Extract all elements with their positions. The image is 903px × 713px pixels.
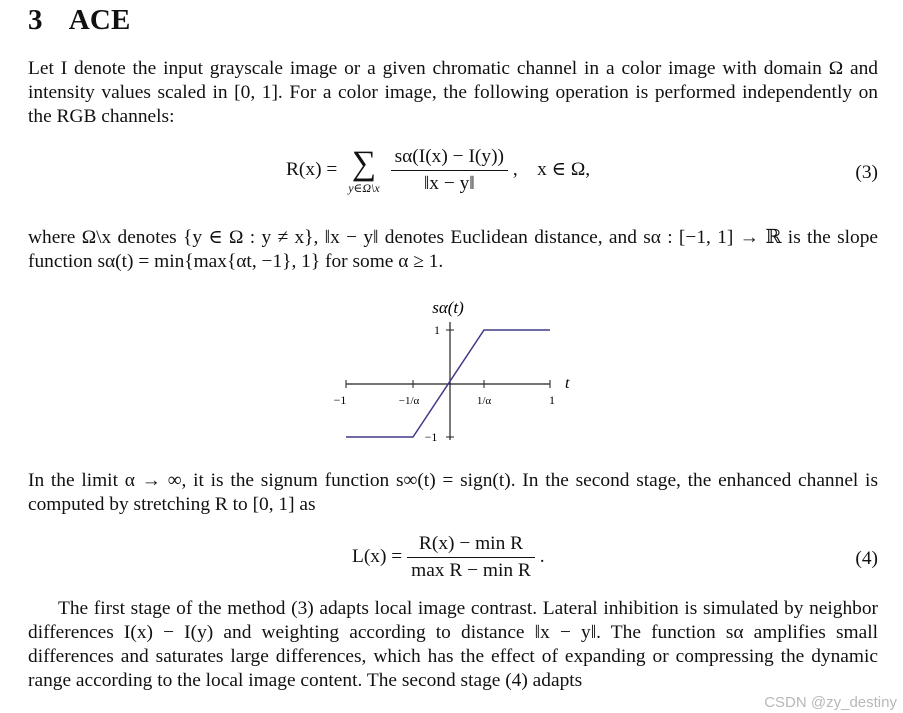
equation-4-number: (4) xyxy=(855,548,878,569)
eq3-numerator: sα(I(x) − I(y)) xyxy=(391,146,508,171)
section-number: 3 xyxy=(28,4,43,36)
eq3-tail: , x ∈ Ω, xyxy=(512,158,591,180)
eq3-lhs: R(x) = xyxy=(286,158,338,180)
eq4-tail: . xyxy=(539,545,545,567)
y-tick-label-1: 1 xyxy=(434,323,440,337)
paragraph-explanation: The first stage of the method (3) adapts local image contrast. Lateral inhibition is simulated by neighbor differences I(x) − I(y) and weighting according to distance ‖x − y‖. The function sα amplifies small differences and saturates large differences, which has the effect of expanding or compressing the dynamic range according to the local image content. The second stage (4) adapts xyxy=(28,598,878,691)
x-tick-label-neg1: −1 xyxy=(333,393,347,407)
eq4-lhs: L(x) = xyxy=(352,545,403,567)
eq4-denominator: max R − min R xyxy=(411,560,531,581)
equation-3-number: (3) xyxy=(855,162,878,183)
x-tick-label-neg-inv-alpha: −1/α xyxy=(398,395,420,407)
eq4-fraction xyxy=(407,533,535,582)
watermark: CSDN @zy_destiny xyxy=(764,694,897,711)
paragraph-limit: In the limit α → ∞, it is the signum function s∞(t) = sign(t). In the second stage, the enhanced channel is computed by stretching R to [0, 1] as xyxy=(28,470,878,515)
paragraph-intro: Let I denote the input grayscale image or a given chromatic channel in a color image with domain Ω and intensity values scaled in [0, 1]. For a color image, the following operation is performed independently on the RGB channels: xyxy=(28,58,878,127)
eq3-sum-subscript: y∈Ω\x xyxy=(348,180,380,195)
equation-4 xyxy=(352,533,545,582)
figure-title: sα(t) xyxy=(432,298,464,317)
sigma-symbol: ∑ xyxy=(351,144,377,182)
x-tick-label-inv-alpha: 1/α xyxy=(476,395,492,407)
x-tick-label-1: 1 xyxy=(549,393,555,407)
eq3-denominator: ‖x − y‖ xyxy=(423,173,475,194)
eq4-numerator: R(x) − min R xyxy=(407,533,535,558)
paragraph-definitions: where Ω\x denotes {y ∈ Ω : y ≠ x}, ‖x − y‖ denotes Euclidean distance, and sα : [−1, 1] → ℝ is the slope function sα(t) = min{max{αt, −1}, 1} for some α ≥ 1. xyxy=(28,227,878,272)
y-tick-label-neg1: −1 xyxy=(424,430,438,444)
x-axis-label: t xyxy=(565,375,570,392)
section-title: ACE xyxy=(68,4,131,36)
